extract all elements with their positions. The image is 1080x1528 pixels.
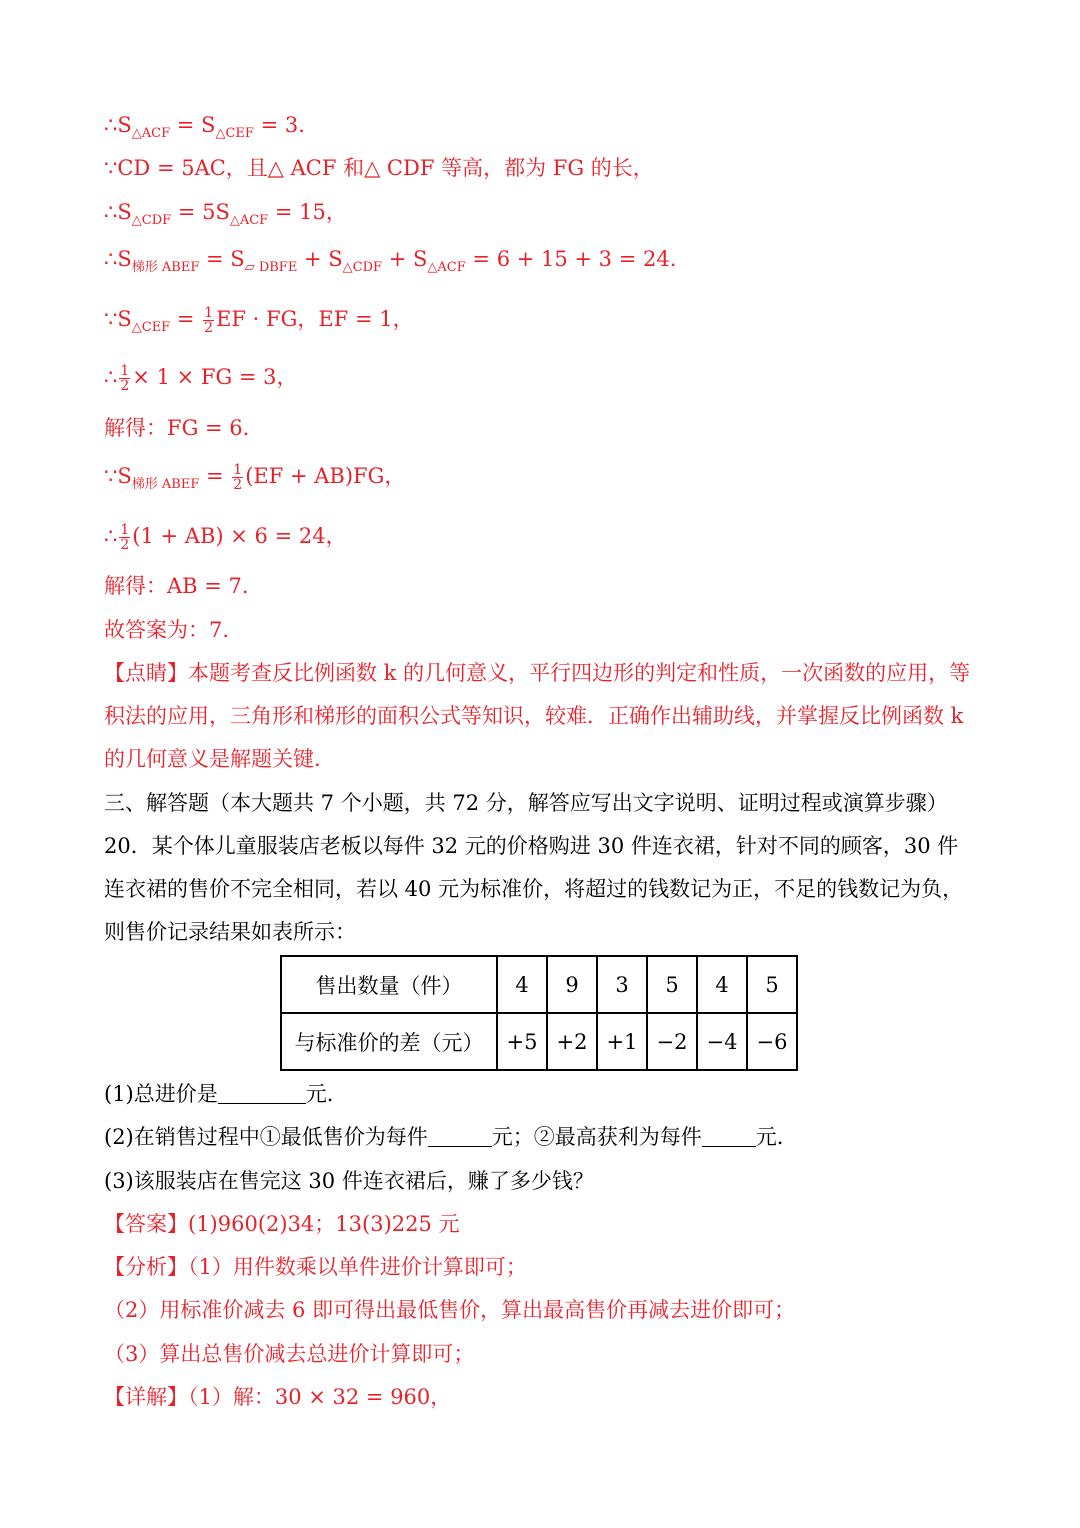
detail-text: （1）解：30 × 32 = 960， xyxy=(188,1385,452,1409)
solution-line-7: 解得：FG = 6. xyxy=(104,416,250,440)
table-row xyxy=(281,1013,797,1070)
table-cell: 售出数量（件） xyxy=(281,956,497,1013)
question-2 xyxy=(104,1122,783,1152)
solution-line-5: $\because S_{\triangle CEF}$ = $\frac{1}{2}$ EF · FG，EF = 1， xyxy=(104,305,414,336)
table-cell: 4 xyxy=(497,956,547,1013)
question-2-text: (2)在销售过程中①最低售价为每件 xyxy=(104,1125,428,1149)
sales-table xyxy=(280,955,798,1071)
table-cell: +1 xyxy=(597,1013,647,1070)
solution-line-11: 故答案为：7. xyxy=(104,618,230,642)
answer-tag: 【答案】 xyxy=(104,1212,188,1236)
answer-blank xyxy=(218,1081,306,1104)
solution-line-9: ∴ $\frac{1}{2}$ (1 + AB) × 6 = 24， xyxy=(104,522,347,553)
table-cell: −6 xyxy=(747,1013,797,1070)
table-cell: 5 xyxy=(747,956,797,1013)
solution-line-8: $\because S_{梯形 ABEF}$ = $\frac{1}{2}$ (EF + AB)FG， xyxy=(104,462,406,493)
solution-line-10: 解得：AB = 7. xyxy=(104,574,249,598)
question-1 xyxy=(104,1079,333,1109)
question-2-mid: 元；②最高获利为每件 xyxy=(491,1125,702,1149)
answer-blank xyxy=(702,1124,756,1147)
answer-blank xyxy=(428,1124,492,1147)
analysis-text-1: （1）用件数乘以单件进价计算即可； xyxy=(188,1255,527,1279)
detail-line xyxy=(104,1382,451,1412)
table-cell: 3 xyxy=(597,956,647,1013)
table-cell: 与标准价的差（元） xyxy=(281,1013,497,1070)
question-1-unit: 元. xyxy=(305,1082,334,1106)
solution-line-1: $\therefore S_{\triangle ACF} = S_{\triangle CEF} = 3$. xyxy=(104,113,305,141)
analysis-line-1 xyxy=(104,1252,527,1282)
table-cell: −4 xyxy=(697,1013,747,1070)
comment-paragraph xyxy=(104,652,976,781)
table-row xyxy=(281,956,797,1013)
table-cell: 9 xyxy=(547,956,597,1013)
question-3: (3)该服装店在售完这 30 件连衣裙后，赚了多少钱？ xyxy=(104,1169,594,1193)
table-cell: +2 xyxy=(547,1013,597,1070)
analysis-line-3: （3）算出总售价减去总进价计算即可； xyxy=(104,1342,475,1366)
table-cell: 5 xyxy=(647,956,697,1013)
answer-text: (1)960(2)34；13(3)225 元 xyxy=(188,1212,460,1236)
table-cell: −2 xyxy=(647,1013,697,1070)
comment-text: 本题考查反比例函数 k 的几何意义，平行四边形的判定和性质，一次函数的应用，等积法的应用，三角形和梯形的面积公式等知识，较难．正确作出辅助线，并掌握反比例函数 k 的几何意义是解题关键. xyxy=(104,661,971,771)
solution-line-4: $\therefore S_{梯形 ABEF} = S_{▱ DBFE} + S_{\triangle CDF} + S_{\triangle ACF} = 6 + 15 + 3 = 24$. xyxy=(104,247,677,275)
solution-line-3: $\therefore S_{\triangle CDF} = 5S_{\triangle ACF} = 15$， xyxy=(104,200,347,228)
solution-line-6: ∴ $\frac{1}{2}$ × 1 × FG = 3， xyxy=(104,363,298,394)
analysis-tag: 【分析】 xyxy=(104,1255,188,1279)
problem-text: 20．某个体儿童服装店老板以每件 32 元的价格购进 30 件连衣裙，针对不同的顾客，30 件连衣裙的售价不完全相同，若以 40 元为标准价，将超过的钱数记为正，不足的钱数记为负，则售价记录结果如表所示： xyxy=(104,834,964,944)
table-cell: +5 xyxy=(497,1013,547,1070)
detail-tag: 【详解】 xyxy=(104,1385,188,1409)
section-heading: 三、解答题（本大题共 7 个小题，共 72 分，解答应写出文字说明、证明过程或演算步骤） xyxy=(104,791,948,815)
table-cell: 4 xyxy=(697,956,747,1013)
question-2-unit: 元. xyxy=(755,1125,784,1149)
solution-line-2: ∵CD = 5AC，且△ ACF 和△ CDF 等高，都为 FG 的长， xyxy=(104,156,654,180)
comment-tag: 【点睛】 xyxy=(104,661,188,685)
question-1-text: (1)总进价是 xyxy=(104,1082,218,1106)
answer-line xyxy=(104,1209,460,1239)
analysis-line-2: （2）用标准价减去 6 即可得出最低售价，算出最高售价再减去进价即可； xyxy=(104,1298,796,1322)
